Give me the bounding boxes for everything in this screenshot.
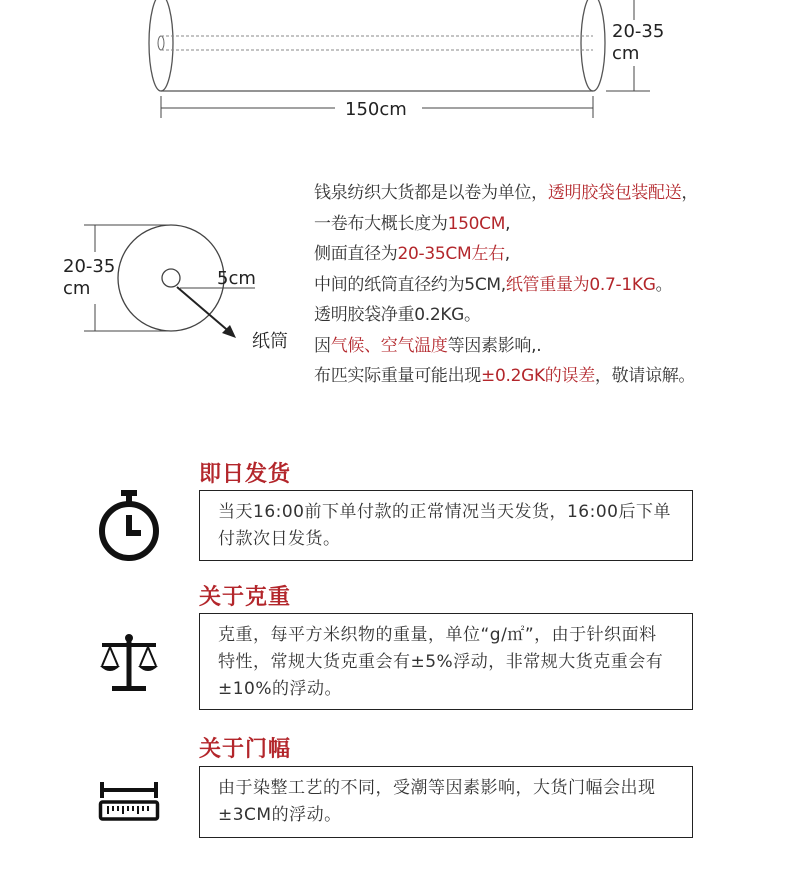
roll-cross-section-circle [118, 225, 224, 331]
section-title-width: 关于门幅 [199, 737, 292, 762]
packaging-description [314, 178, 774, 392]
roll-right-end [581, 0, 605, 91]
section-title-weight: 关于克重 [199, 585, 292, 610]
desc-line-2: 一卷布大概长度为150CM, [314, 213, 511, 234]
section-box-shipping [199, 490, 693, 561]
stopwatch-icon [96, 488, 162, 564]
section-box-width [199, 766, 693, 838]
roll-diameter-unit: cm [612, 43, 640, 64]
section-box-weight [199, 613, 693, 710]
desc-line-4: 中间的纸筒直径约为5CM,纸管重量为0.7-1KG。 [314, 274, 673, 295]
section-title-shipping: 即日发货 [199, 462, 292, 487]
desc-line-7: 布匹实际重量可能出现±0.2GK的误差，敬请谅解。 [314, 366, 696, 386]
core-diameter-label: 5cm [217, 268, 256, 289]
balance-scale-icon [98, 631, 160, 693]
roll-cross-section-diagram [0, 0, 310, 370]
desc-line-5: 透明胶袋净重0.2KG。 [314, 305, 481, 325]
section-text-weight: 克重，每平方米织物的重量，单位“g/㎡”，由于针织面料特性，常规大货克重会有±5%浮动，非常规大货克重会有±10%的浮动。 [218, 625, 664, 699]
roll-diameter-label [612, 21, 664, 65]
cross-section-diameter-unit: cm [63, 278, 91, 299]
roll-diameter-value: 20-35 [612, 21, 665, 42]
cross-section-diameter-value: 20-35 [63, 256, 116, 277]
ruler-icon [98, 779, 160, 823]
section-text-shipping: 当天16:00前下单付款的正常情况当天发货，16:00后下单付款次日发货。 [218, 502, 671, 549]
desc-line-1: 钱泉纺织大货都是以卷为单位，透明胶袋包装配送， [314, 183, 699, 203]
desc-line-6: 因气候、空气温度等因素影响,. [314, 335, 542, 356]
paper-tube-circle [162, 269, 180, 287]
paper-tube-label: 纸筒 [252, 331, 288, 352]
section-text-width: 由于染整工艺的不同，受潮等因素影响，大货门幅会出现±3CM的浮动。 [218, 778, 656, 825]
desc-line-3: 侧面直径为20-35CM左右, [314, 244, 510, 264]
roll-length-label: 150cm [345, 99, 407, 120]
cross-section-diameter-label [63, 256, 115, 300]
